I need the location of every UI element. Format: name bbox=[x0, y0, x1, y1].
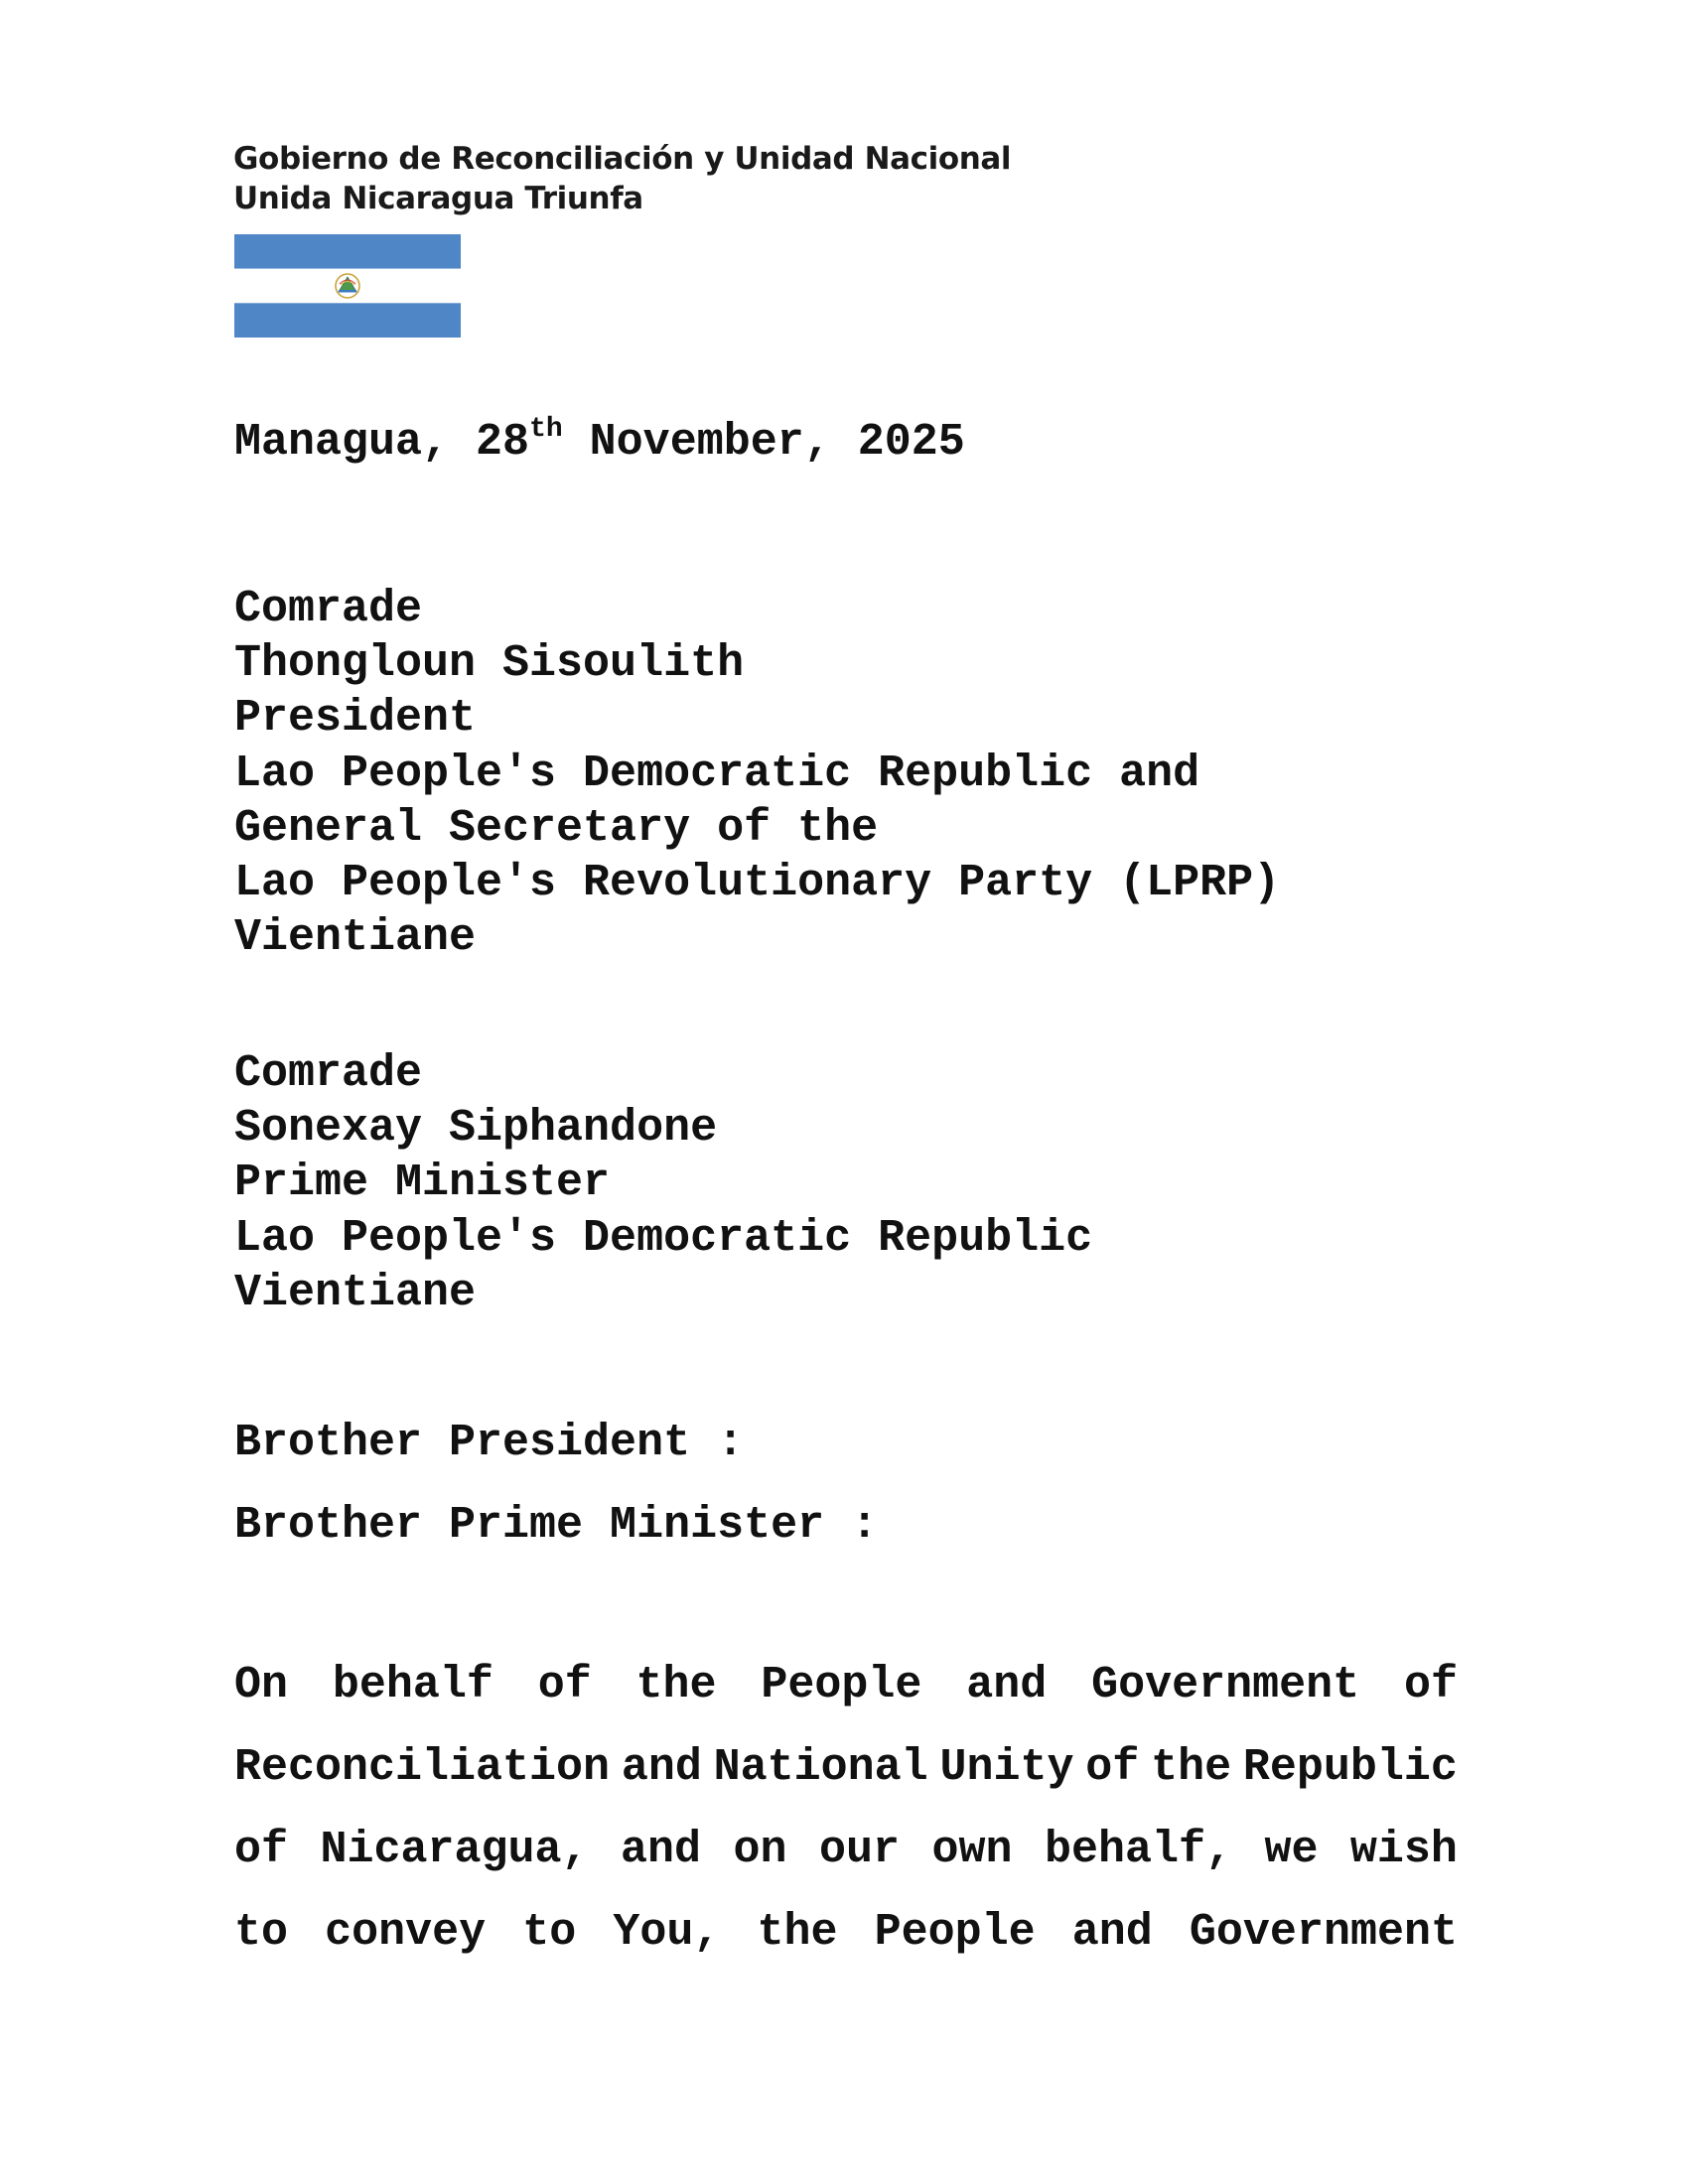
body-word: and bbox=[966, 1660, 1048, 1710]
recipient-line: Comrade bbox=[234, 1048, 423, 1099]
recipient-line: President bbox=[234, 693, 477, 745]
body-word: and bbox=[621, 1825, 702, 1875]
body-word: and bbox=[621, 1742, 702, 1793]
body-line bbox=[234, 1809, 1458, 1891]
letter-body bbox=[234, 1644, 1458, 1974]
body-word: we bbox=[1264, 1825, 1319, 1875]
recipient-block-president bbox=[234, 582, 1280, 965]
recipient-line: General Secretary of the bbox=[234, 802, 879, 854]
recipient-line: Vientiane bbox=[234, 1267, 477, 1318]
body-word: of bbox=[1403, 1660, 1458, 1710]
body-word: to bbox=[522, 1907, 577, 1958]
government-name: Gobierno de Reconciliación y Unidad Nacional bbox=[233, 141, 1012, 177]
body-word: of bbox=[234, 1825, 289, 1875]
body-word: wish bbox=[1349, 1825, 1458, 1875]
body-word: and bbox=[1071, 1907, 1153, 1958]
date-prefix: Managua, 28 bbox=[234, 417, 530, 468]
recipient-block-prime-minister bbox=[234, 1046, 1092, 1320]
date-suffix: November, 2025 bbox=[562, 417, 965, 468]
letter-date bbox=[234, 415, 965, 471]
government-motto: Unida Nicaragua Triunfa bbox=[233, 181, 643, 216]
body-word: our bbox=[818, 1825, 900, 1875]
body-word: On bbox=[234, 1660, 289, 1710]
body-line bbox=[234, 1726, 1458, 1809]
body-word: on bbox=[733, 1825, 787, 1875]
recipient-line: Lao People's Democratic Republic bbox=[234, 1212, 1093, 1264]
salutation-prime-minister: Brother Prime Minister : bbox=[234, 1500, 879, 1551]
letterhead bbox=[233, 139, 1011, 218]
recipient-line: Prime Minister bbox=[234, 1158, 611, 1209]
recipient-line: Lao People's Revolutionary Party (LPRP) bbox=[234, 857, 1281, 908]
body-word: the bbox=[1151, 1742, 1232, 1793]
body-line bbox=[234, 1644, 1458, 1726]
body-word: You, bbox=[613, 1907, 721, 1958]
recipient-line: Thongloun Sisoulith bbox=[234, 638, 745, 690]
recipient-line: Lao People's Democratic Republic and bbox=[234, 748, 1200, 799]
body-word: Government bbox=[1189, 1907, 1458, 1958]
body-word: the bbox=[635, 1660, 717, 1710]
salutation-president: Brother President : bbox=[234, 1418, 745, 1468]
body-word: National bbox=[713, 1742, 928, 1793]
date-ordinal: th bbox=[529, 414, 563, 445]
salutations bbox=[234, 1402, 878, 1567]
body-word: of bbox=[537, 1660, 592, 1710]
body-word: convey bbox=[325, 1907, 487, 1958]
body-word: behalf, bbox=[1044, 1825, 1232, 1875]
body-word: the bbox=[757, 1907, 838, 1958]
body-word: of bbox=[1085, 1742, 1140, 1793]
body-word: People bbox=[874, 1907, 1036, 1958]
flag-top-stripe bbox=[234, 234, 461, 269]
recipient-line: Sonexay Siphandone bbox=[234, 1103, 718, 1155]
body-word: to bbox=[234, 1907, 289, 1958]
body-word: People bbox=[761, 1660, 922, 1710]
body-word: Republic bbox=[1242, 1742, 1458, 1793]
body-word: Nicaragua, bbox=[320, 1825, 589, 1875]
recipient-line: Comrade bbox=[234, 584, 423, 634]
body-word: own bbox=[931, 1825, 1013, 1875]
body-word: Unity bbox=[939, 1742, 1074, 1793]
body-word: Reconciliation bbox=[234, 1742, 611, 1793]
recipient-line: Vientiane bbox=[234, 912, 477, 964]
nicaragua-flag-icon bbox=[234, 234, 461, 338]
body-word: Government bbox=[1091, 1660, 1360, 1710]
flag-bottom-stripe bbox=[234, 303, 461, 338]
body-line bbox=[234, 1891, 1458, 1974]
body-word: behalf bbox=[332, 1660, 493, 1710]
